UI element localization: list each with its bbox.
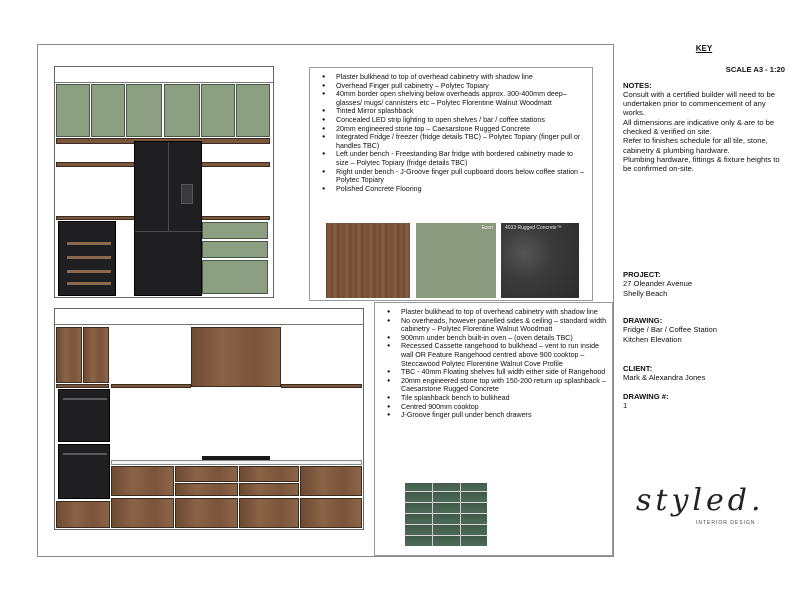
under-bench-drawer xyxy=(111,498,174,528)
client-heading: CLIENT: xyxy=(623,364,653,373)
floating-shelf xyxy=(56,384,109,388)
under-bench-cupboard xyxy=(202,222,268,239)
notes-section xyxy=(623,81,785,174)
oven-handle xyxy=(63,453,107,455)
client-name: Mark & Alexandra Jones xyxy=(623,373,706,383)
under-bench-drawer xyxy=(239,483,299,496)
under-bench-drawer xyxy=(175,466,238,482)
note-item: ● 20mm engineered stone top with 150-200 return up splashback – Caesarstone Rugged Concrete xyxy=(383,377,607,394)
project-suburb: Shelly Beach xyxy=(623,288,668,298)
tall-cabinet-upper xyxy=(83,327,109,383)
tall-cabinet-upper xyxy=(56,327,82,383)
swatch-topiary-label: Ezon xyxy=(481,225,493,231)
wine-rack xyxy=(67,256,111,259)
sheet-border-bottom xyxy=(37,556,613,557)
sheet-border-left xyxy=(37,44,38,557)
note-item: ● J-Groove finger pull under bench drawers xyxy=(383,411,607,420)
note-item: ● Overhead Finger pull cabinetry – Polytec Topiary xyxy=(318,82,586,91)
water-dispenser xyxy=(181,184,193,204)
drawing-section xyxy=(623,316,785,344)
overhead-cabinet xyxy=(91,84,125,137)
under-bench-drawer xyxy=(239,466,299,482)
note-item: ● Tinted Mirror splashback xyxy=(318,107,586,116)
bar-fridge xyxy=(58,221,116,296)
tile-splashback xyxy=(111,388,362,460)
note-item: ● 40mm border open shelving below overheads approx. 300-400mm deep– glasses/ mugs/ cannisters etc – Polytec Florentine Walnut Woodmatt xyxy=(318,90,586,107)
elevation-kitchen xyxy=(54,308,364,530)
drawing-number-heading: DRAWING #: xyxy=(623,392,669,401)
note-item: ● Left under bench - Freestanding Bar fridge with bordered cabinetry made to size – Polytec Topiary (fridge details TBC) xyxy=(318,150,586,167)
elevation-2-notes-list xyxy=(383,308,607,420)
note-line: All dimensions are indicative only & are to be checked & verified on site. xyxy=(623,117,775,137)
elevation-2-notes-box xyxy=(374,302,613,556)
client-section xyxy=(623,364,785,383)
drawing-number: 1 xyxy=(623,401,628,411)
overhead-cabinet xyxy=(164,84,200,137)
logo-wordmark: styled. xyxy=(636,483,765,518)
title-block-divider xyxy=(613,44,614,557)
note-item: ● Integrated Fridge / freezer (fridge details TBC) – Polytec Topiary (finger pull or handles TBC) xyxy=(318,133,586,150)
note-item: ● Plaster bulkhead to top of overhead cabinetry with shadow line xyxy=(383,308,607,317)
overhead-cabinet xyxy=(126,84,162,137)
note-item: ● Concealed LED strip lighting to open shelves / bar / coffee stations xyxy=(318,116,586,125)
elevation-fridge-bar-coffee xyxy=(54,66,274,298)
drawing-heading: DRAWING: xyxy=(623,316,663,325)
note-line: Refer to finishes schedule for all tile, stone, cabinetry & plumbing hardware. xyxy=(623,136,768,155)
swatch-concrete-label: 4033 Rugged Concrete™ xyxy=(505,225,562,231)
title-block xyxy=(623,44,785,411)
swatch-topiary xyxy=(416,223,496,298)
feature-rangehood xyxy=(191,327,281,387)
project-heading: PROJECT: xyxy=(623,270,661,279)
notes-heading: NOTES: xyxy=(623,80,652,90)
note-item: ● 20mm engineered stone top – Caesarstone Rugged Concrete xyxy=(318,125,586,134)
tile-joint xyxy=(460,483,461,546)
drawing-number-section xyxy=(623,392,785,411)
under-bench-drawer xyxy=(111,466,174,496)
under-bench-drawer xyxy=(239,498,299,528)
drawing-title: Fridge / Bar / Coffee Station xyxy=(623,325,717,335)
note-item: ● TBC - 40mm Floating shelves full width either side of Rangehood xyxy=(383,368,607,377)
note-line: Plumbing hardware, fittings & fixture heights to be confirmed on-site. xyxy=(623,154,780,174)
bulkhead-line xyxy=(54,82,274,83)
elevation-1-notes-list xyxy=(318,73,586,193)
tile-joint xyxy=(432,483,433,546)
under-bench-cupboard xyxy=(202,241,268,258)
swatch-rugged-concrete xyxy=(501,223,579,298)
wine-rack xyxy=(67,270,111,273)
note-item: ● No overheads, however panelled sides & ceiling – standard width cabinetry – Polytec Florentine Walnut Woodmatt xyxy=(383,317,607,334)
under-bench-drawer xyxy=(175,498,238,528)
under-bench-cupboard xyxy=(202,260,268,294)
wine-rack xyxy=(67,242,111,245)
stone-benchtop xyxy=(111,460,362,465)
logo-tagline: INTERIOR DESIGN xyxy=(696,520,756,526)
elevation-1-notes-box xyxy=(309,67,593,301)
oven-handle xyxy=(63,398,107,400)
built-in-oven-upper xyxy=(58,389,110,442)
wine-rack xyxy=(67,282,111,285)
overhead-cabinet xyxy=(201,84,235,137)
note-line: Consult with a certified builder will need to be undertaken prior to commencement of any works. xyxy=(623,89,775,118)
under-bench-drawer xyxy=(300,466,362,496)
key-title: KEY xyxy=(695,44,713,53)
freezer-split xyxy=(135,231,203,232)
built-in-oven-lower xyxy=(58,444,110,499)
swatch-green-tile xyxy=(405,483,487,546)
overhead-cabinet xyxy=(56,84,90,137)
swatch-florentine-walnut xyxy=(326,223,410,298)
bulkhead-line xyxy=(54,324,364,325)
scale-label: SCALE A3 - 1:20 xyxy=(725,65,785,75)
overhead-cabinet xyxy=(236,84,270,137)
note-item: ● Polished Concrete Flooring xyxy=(318,185,586,194)
note-item: ● 900mm under bench built-in oven – (oven details TBC) xyxy=(383,334,607,343)
styled-logo xyxy=(636,484,766,534)
fridge-door-split xyxy=(168,142,169,231)
under-bench-drawer xyxy=(175,483,238,496)
under-bench-drawer xyxy=(300,498,362,528)
drawing-subtitle: Kitchen Elevation xyxy=(623,334,682,344)
sheet-border-top xyxy=(37,44,613,45)
note-item: ● Recessed Cassette rangehood to bulkhead – vent to run inside wall OR Feature Rangehood centred above 900 cooktop – Steccawood Polytec Florentine Walnut Cove Profile xyxy=(383,342,607,368)
integrated-fridge-freezer xyxy=(134,141,202,296)
note-item: ● Centred 900mm cooktop xyxy=(383,403,607,412)
note-item: ● Plaster bulkhead to top of overhead cabinetry with shadow line xyxy=(318,73,586,82)
note-item: ● Tile splashback bench to bulkhead xyxy=(383,394,607,403)
project-section xyxy=(623,270,785,298)
note-item: ● Right under bench - J-Groove finger pull cupboard doors below coffee station – Polytec Topiary xyxy=(318,168,586,185)
project-address: 27 Oleander Avenue xyxy=(623,279,693,289)
tall-cabinet-base xyxy=(56,501,110,528)
